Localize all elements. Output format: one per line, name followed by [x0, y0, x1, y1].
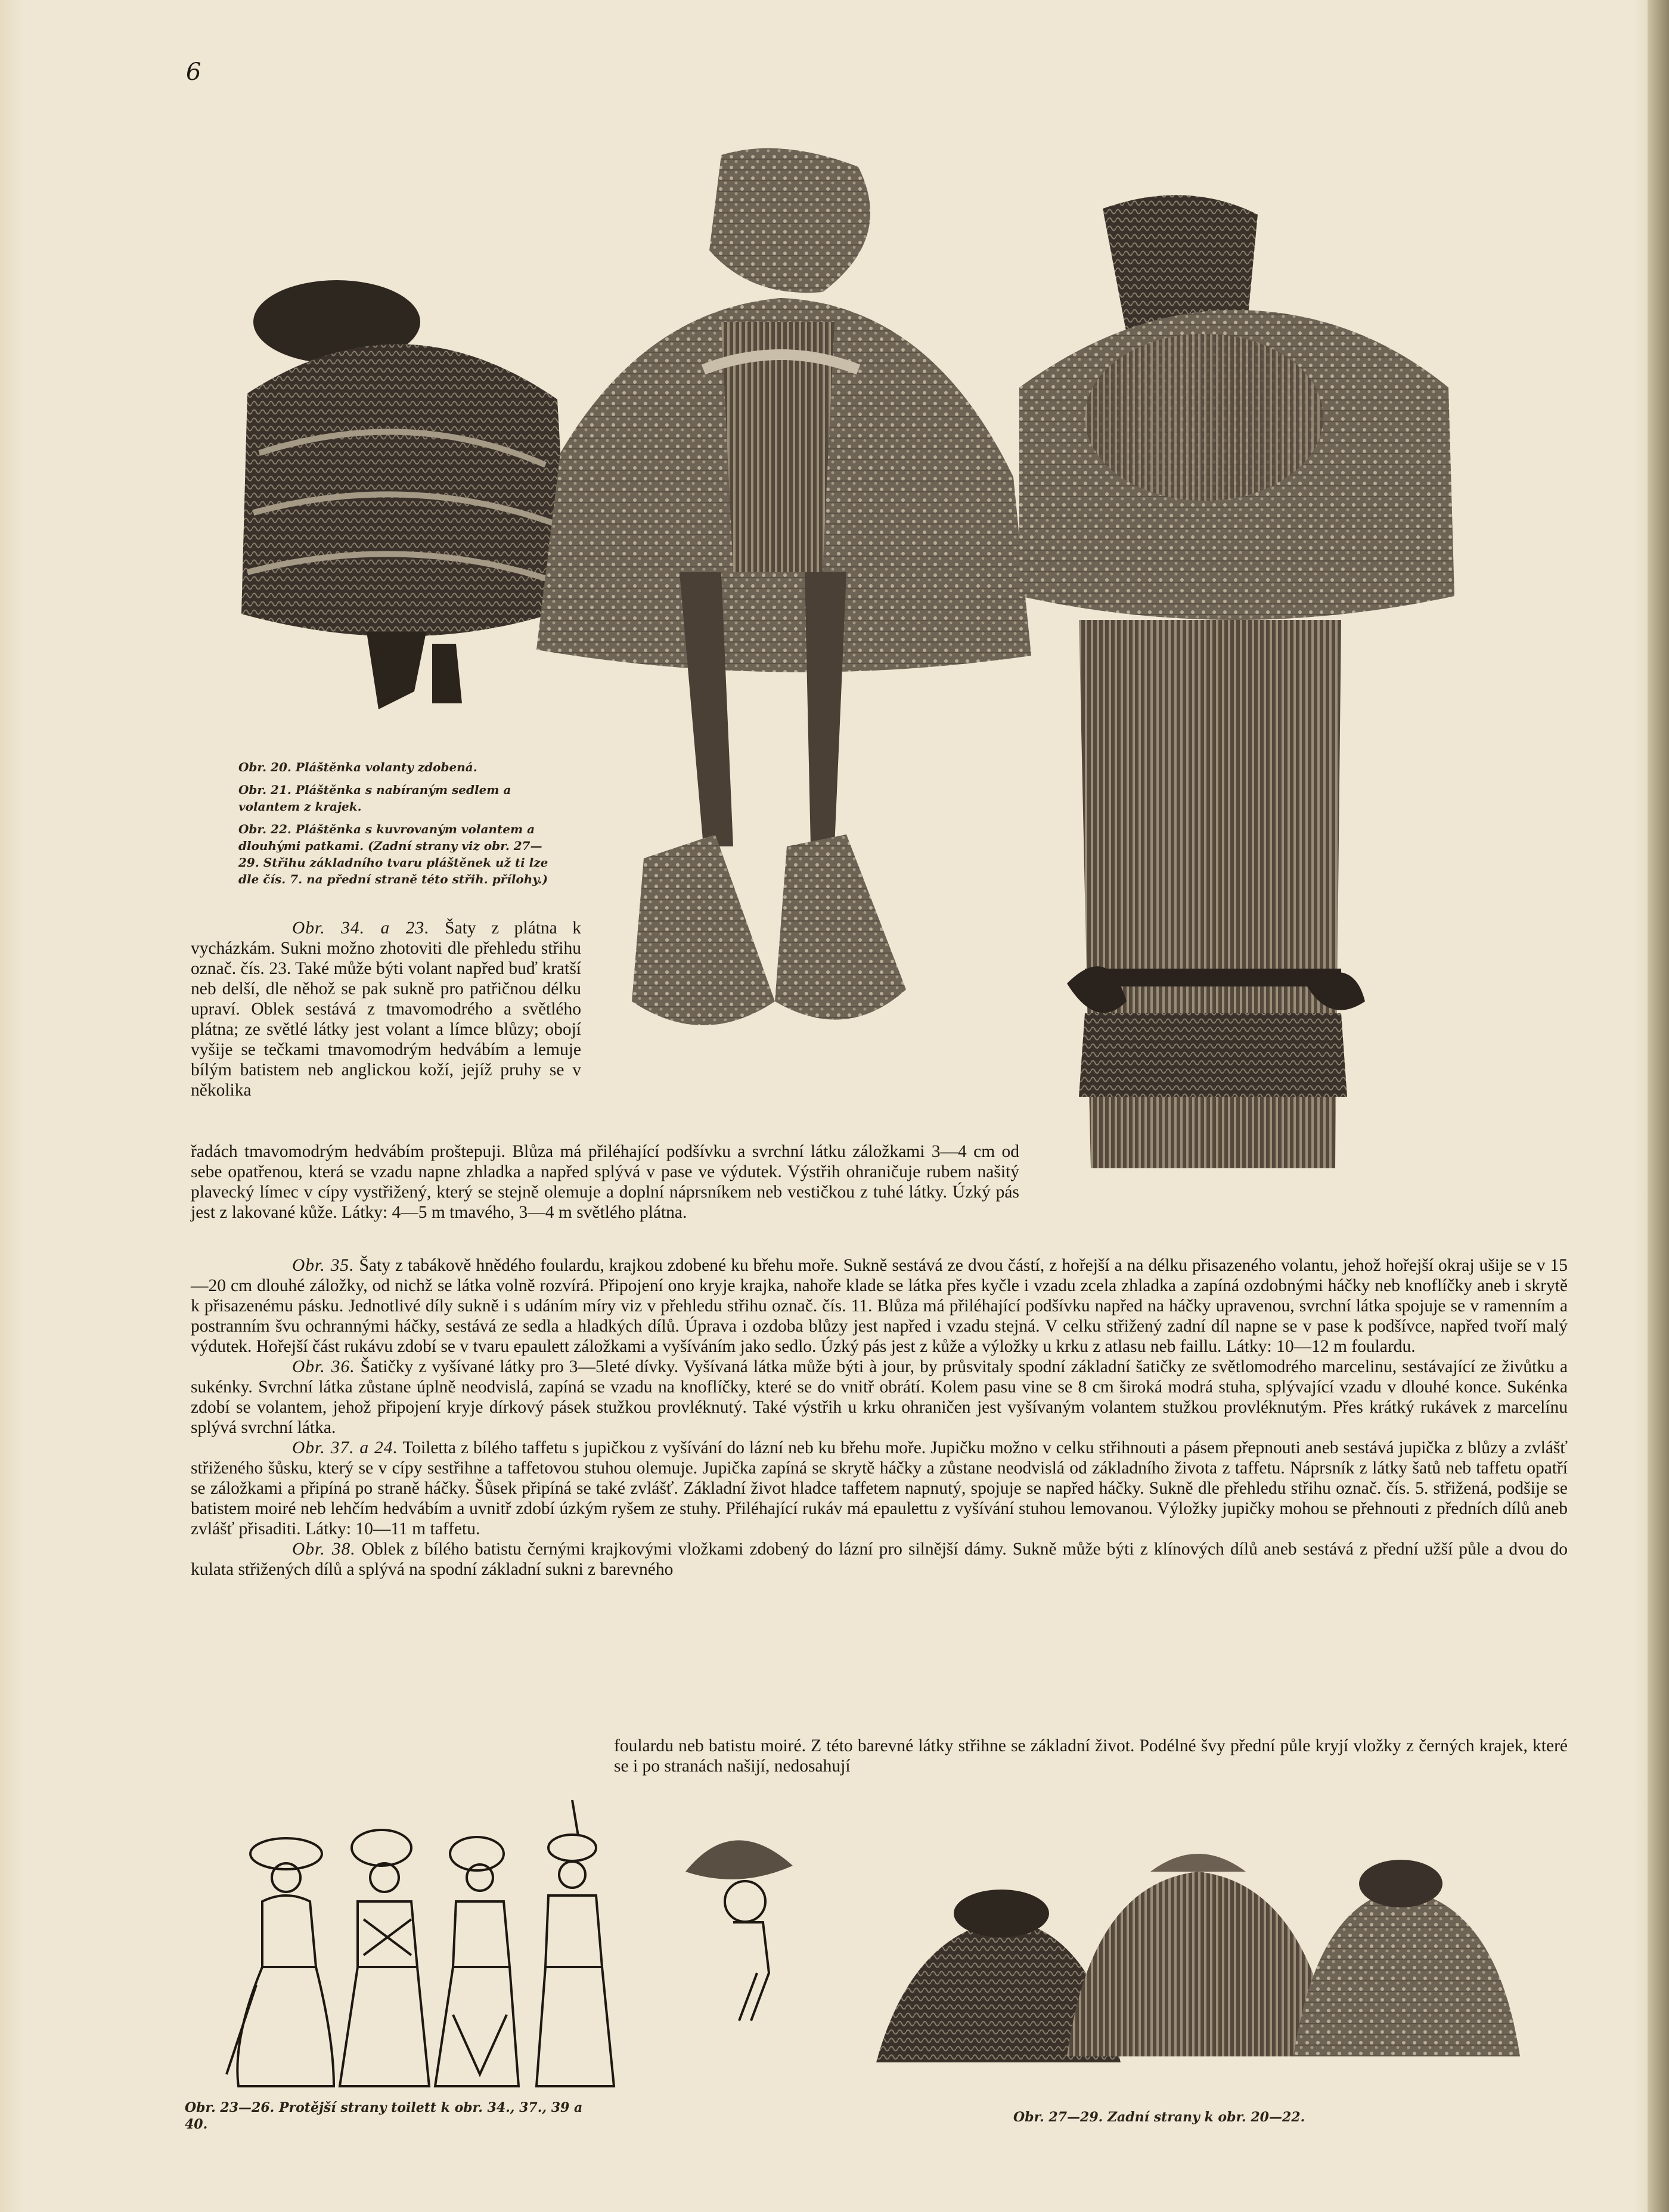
text-38b: foulardu neb batistu moiré. Z této barevné látky střihne se základní život. Podélné švy přední půle kryjí vložky z černých krajek, které se i po stranách našijí, nedosahují — [614, 1736, 1568, 1776]
figure-24-drawing — [340, 1830, 429, 2086]
page-number: 6 — [186, 58, 201, 86]
text-38a: Oblek z bílého batistu černými krajkovými vložkami zdobený do lázní pro silnější dámy. Sukně může býti z klínových dílů aneb sestává z přední užší půle a dvou do kulata střižených dílů a splývá na spodní základní sukni z barevného — [191, 1540, 1568, 1579]
caption-20: Obr. 20. Pláštěnka volanty zdobená. — [238, 760, 477, 774]
lead-35: Obr. 35. — [292, 1256, 355, 1275]
lead-38: Obr. 38. — [292, 1540, 356, 1559]
text-34-wide: řadách tmavomodrým hedvábím proštepuji. Blůza má přiléhající podšívku a svrchní látku záložkami 3—4 cm od sebe opatřenou, která se vzadu napne zhladka a napřed splývá v pase ve výdutek. Výstřih ohraničuje rubem našitý plavecký límec v cípy vystřižený, který se stejně olemuje a doplní náprsníkem neb vestičkou z tuhé látky. Úzký pás jest z lakované kůže. Látky: 4—5 m tmavého, 3—4 m světlého plátna. — [191, 1142, 1019, 1222]
figures-27-29-back-views — [864, 1836, 1550, 2086]
lead-36: Obr. 36. — [292, 1357, 355, 1376]
text-36: Šatičky z vyšívané látky pro 3—5leté dívky. Vyšívaná látka může býti à jour, by průsvitaly spodní základní šatičky ze světlomodrého marcelinu, sestávající ze živůtku a sukénky. Svrchní látka zůstane úplně neodvislá, zapíná se vzadu na knoflíčky, které se do vnitř obrátí. Kolem pasu vine se 8 cm široká modrá stuha, splývající vzadu v dlouhé konce. Sukénka zdobí se volantem, jehož připojení kryje dírkový pásek stužkou provléknutý. Také výstřih u krku ohraničen jest vyšívaným volantem stužkou provléknutým. Přes krátký rukávek z marcelínu splývá svrchní látka. — [191, 1357, 1568, 1437]
caption-21: Obr. 21. Pláštěnka s nabíraným sedlem a volantem z krajek. — [238, 783, 511, 814]
article-38-continued — [614, 1736, 1568, 1776]
child-hat-illustration — [680, 1818, 799, 2027]
figure-22-cape-illustration — [1007, 191, 1460, 1204]
caption-27-29: Obr. 27—29. Zadní strany k obr. 20—22. — [1013, 2109, 1305, 2125]
page-edge — [1648, 0, 1669, 2212]
text-37: Toiletta z bílého taffetu s jupičkou z vyšívání do lázní neb ku břehu moře. Jupičku možno v celku střihnouti a pásem přepnouti aneb sestává jupička z blůzy a zvlášť střiženého šůsku, který se v cípy sestřihne a taffetovou stuhou olemuje. Jupička zapíná se skrytě háčky a zůstane neodvislá od základního života z taffetu. Náprsník z látky šatů neb taffetu opatří se záložkami a připíná po straně háčky. Šůsek připíná se také zvlášť. Základní život hladce taffetem napnutý, spojuje se napřed háčky. Sukně dle přehledu střihu označ. čís. 5. střižená, podšije se batistem moiré neb lehčím hedvábím a uvnitř zdobí úzkým ryšem ze stuhy. Přiléhající rukáv má epaulettu z vyšívání stuhou lemovanou. Výložky jupičky mohou se přehnouti z předních dílů aneb zvlášť přisaditi. Látky: 10—11 m taffetu. — [191, 1438, 1568, 1538]
article-34-wide — [191, 1141, 1019, 1223]
lead-34: Obr. 34. a 23. — [292, 919, 430, 938]
caption-23-26: Obr. 23—26. Protější strany toilett k obr. 34., 37., 39 a 40. — [185, 2100, 583, 2132]
figures-23-26-line-drawings — [215, 1788, 644, 2098]
article-34-narrow — [191, 918, 581, 1100]
figure-21-cape-illustration — [525, 143, 1037, 1097]
figure-23-drawing — [227, 1838, 334, 2086]
figure-26-drawing — [536, 1800, 614, 2086]
lead-37: Obr. 37. a 24. — [292, 1438, 398, 1457]
text-34-narrow: Šaty z plátna k vycházkám. Sukni možno zhotoviti dle přehledu střihu označ. čís. 23. Také může býti volant napřed buď kratší neb delší, dle něhož se pak sukně pro patřičnou délku upraví. Oblek sestává z tmavomodrého a světlého plátna; ze světlé látky jest volant a límce blůzy; obojí vyšije se tečkami tmavomodrým hedvábím a lemuje bílým batistem neb anglickou koží, jejíž pruhy se v několika — [191, 919, 582, 1100]
figure-20-cape-illustration — [235, 274, 569, 715]
text-35: Šaty z tabákově hnědého foulardu, krajkou zdobené ku břehu moře. Sukně sestává ze dvou částí, z hořejší a na délku přisazeného volantu, jehož hořejší okraj ušije se v 15—20 cm dlouhé záložky, od nichž se látka volně rozvírá. Připojení ono kryje krajka, nahoře klade se látka přes kyčle i vzadu zcela zhladka a zapíná ozdobnými háčky neb knoflíčky aneb i skrytě k přisazenému pásku. Jednotlivé díly sukně i s udáním míry viz v přehledu střihu označ. čís. 11. Blůza má přiléhající podšívku napřed na háčky upravenou, svrchní látka spojuje se v ramenním a postranním švu ochrannými háčky, sestává ze sedla a hladkých dílů. Úprava i ozdoba blůzy jest napřed i vzadu stejná. V celku střižený zadní díl napne se v pase k podšívce, napřed tvoří malý výdutek. Hořejší část rukávu zdobí se v tvaru epaulett záložkami a vyšíváním jako sedlo. Úzký pás jest z kůže a výložky u krku z atlasu neb faillu. Látky: 10—12 m foulardu. — [191, 1256, 1568, 1356]
caption-22: Obr. 22. Pláštěnka s kuvrovaným volantem a dlouhými patkami. (Zadní strany viz obr. 27—29. Střihu základního tvaru pláštěnek už ti lze dle čís. 7. na přední straně této střih. přílohy.) — [238, 822, 548, 886]
figure-25-drawing — [435, 1837, 519, 2086]
article-body — [191, 1255, 1568, 1580]
caption-figures-20-22 — [238, 759, 560, 888]
